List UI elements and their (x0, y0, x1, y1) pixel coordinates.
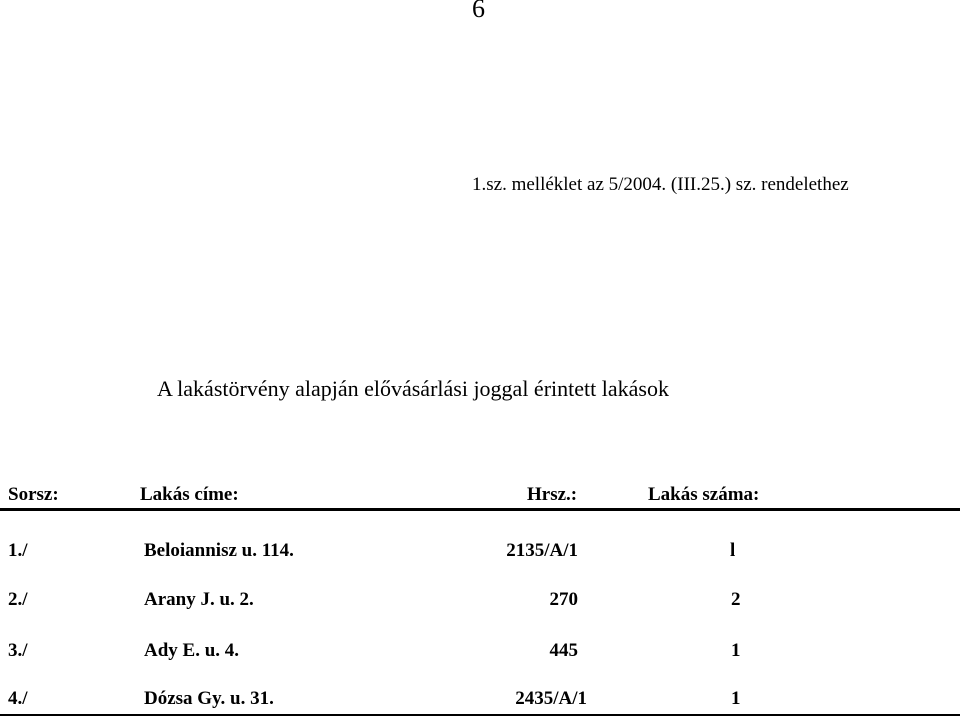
document-title: A lakástörvény alapján elővásárlási joggal érintett lakások (157, 376, 669, 401)
row-flat-number: 2 (731, 589, 741, 610)
header-flat-number: Lakás száma: (648, 484, 760, 505)
row-flat-number: 1 (731, 688, 741, 709)
header-rule (0, 508, 960, 511)
row-serial-number: 2./ (8, 589, 28, 610)
row-address: Dózsa Gy. u. 31. (144, 688, 274, 709)
row-address: Ady E. u. 4. (144, 640, 240, 661)
row-serial-number: 1./ (8, 540, 28, 561)
row-flat-number: l (730, 540, 736, 561)
row-lot-number: 445 (549, 640, 578, 661)
header-serial-number: Sorsz: (8, 484, 59, 505)
row-address: Beloiannisz u. 114. (144, 540, 294, 561)
row-lot-number: 2435/A/1 (515, 688, 587, 709)
row-serial-number: 3./ (8, 640, 28, 661)
annex-note: 1.sz. melléklet az 5/2004. (III.25.) sz. rendelethez (472, 174, 849, 195)
page-number: 6 (472, 0, 485, 23)
row-address: Arany J. u. 2. (144, 589, 254, 610)
row-serial-number: 4./ (8, 688, 28, 709)
row-flat-number: 1 (731, 640, 741, 661)
row-lot-number: 270 (549, 589, 578, 610)
footer-rule (0, 714, 960, 716)
header-address: Lakás címe: (140, 484, 239, 505)
header-lot-number: Hrsz.: (527, 484, 578, 505)
row-lot-number: 2135/A/1 (506, 540, 578, 561)
